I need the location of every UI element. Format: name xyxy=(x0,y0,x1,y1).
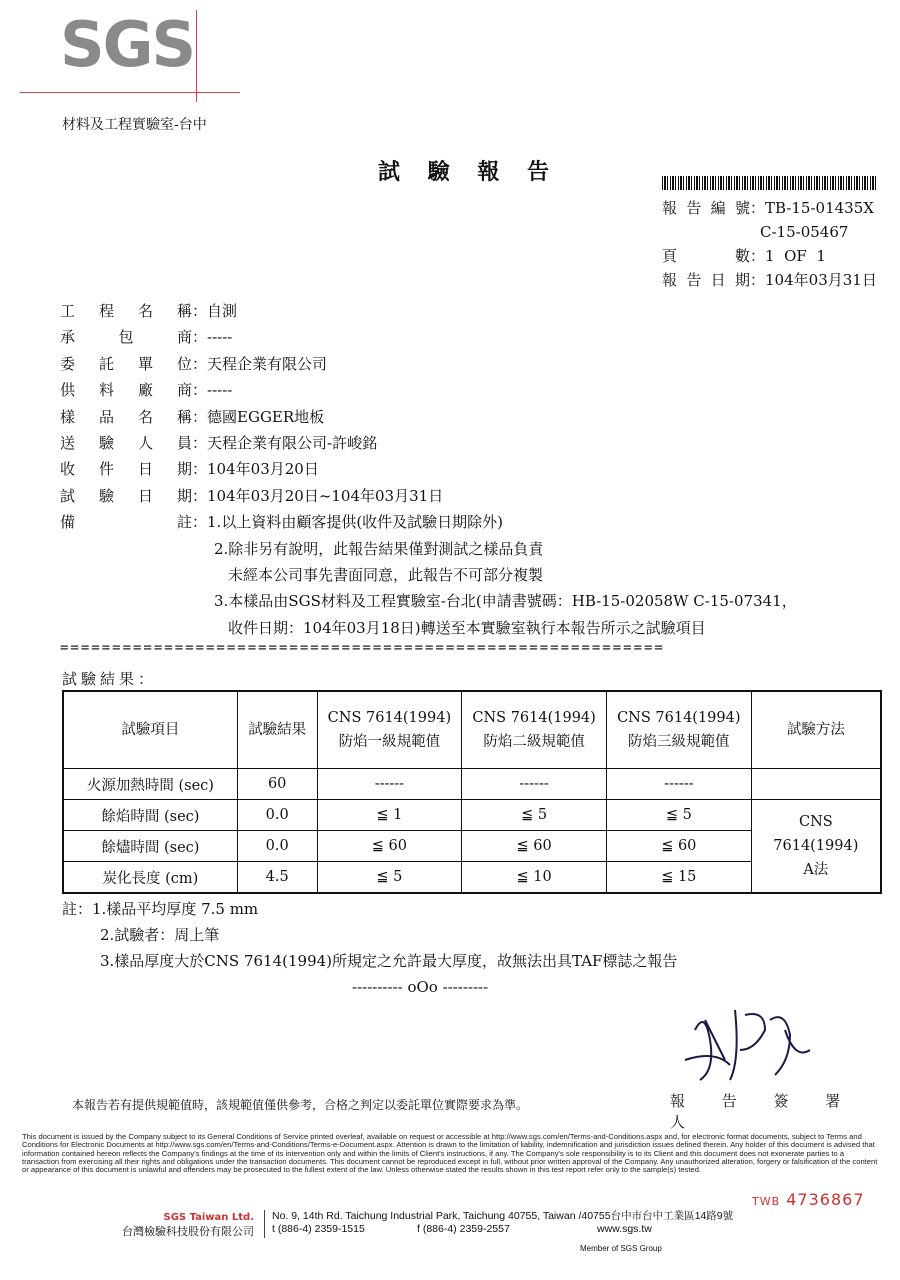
cell-level-1: ------ xyxy=(317,769,462,800)
cell-method: CNS 7614(1994) A法 xyxy=(751,800,881,894)
remarks-line-4: 3.本樣品由SGS材料及工程實驗室-台北(申請書號碼：HB-15-02058W C-15-07341， xyxy=(214,592,797,611)
signatory-label: 報 告 簽 署 人 xyxy=(670,1092,857,1131)
footnote-1: 註：1.樣品平均厚度 7.5 mm xyxy=(62,900,259,918)
lab-name: 材料及工程實驗室-台中 xyxy=(62,117,207,133)
remarks-line-3: 未經本公司事先書面同意，此報告不可部分複製 xyxy=(228,566,544,585)
handwritten-signature xyxy=(675,990,825,1090)
cell-level-3: ------ xyxy=(606,769,751,800)
footer-address: No. 9, 14th Rd. Taichung Industrial Park, Taichung 40755, Taiwan /40755台中市台中工業區14路9號 xyxy=(272,1210,734,1222)
cell-result: 60 xyxy=(237,769,317,800)
footer-company-zh: 台灣檢驗科技股份有限公司 xyxy=(122,1225,254,1238)
footer-contact xyxy=(272,1210,733,1236)
disclaimer-text: 本報告若有提供規範值時，該規範值僅供參考，合格之判定以委託單位實際要求為準。 xyxy=(72,1098,529,1112)
field-client: 委託單位：天程企業有限公司 xyxy=(60,354,328,373)
cell-level-1: ≦ 60 xyxy=(317,831,462,862)
cell-item: 餘焰時間 (sec) xyxy=(63,800,237,831)
remarks-line-1: 備註：1.以上資料由顧客提供(收件及試驗日期除外) xyxy=(60,513,504,532)
header-line: 防焰一級規範值 xyxy=(338,734,441,750)
cell-result: 0.0 xyxy=(237,831,317,862)
report-fields xyxy=(60,298,797,641)
header-level-2 xyxy=(462,691,607,769)
footer-fax: f (886-4) 2359-2557 xyxy=(417,1223,510,1235)
report-meta: 報告編號：TB-15-01435X C-15-05467 頁 數：1 OF 1 報告日期：104年03月31日 xyxy=(662,196,877,292)
cell-method-empty xyxy=(751,769,881,800)
report-no-2: C-15-05467 xyxy=(760,223,849,241)
terms-fine-print: This document is issued by the Company subject to its General Conditions of Service printed overleaf, available on request or accessible at http://www.sgs.com/en/Terms-and-Conditions.aspx and, for electronic format documents, subject to Terms and Conditions for Electronic Documents at http://www.sgs.com/en/Terms-and-Conditions/Terms-e-Document.aspx. Attention is drawn to the limitation of liability, indemnification and jurisdiction issues defined therein. Any holder of this document is advised that information contained hereon reflects the Company's findings at the time of its intervention only and within the limits of Client's instructions, if any. The Company's sole responsibility is to its Client and this document does not exonerate parties to a transaction from exercising all their rights and obligations under the transaction documents. This document cannot be reproduced except in full, without prior written approval of the Company. Any unauthorized alteration, forgery or falsification of the content or appearance of this document is unlawful and offenders may be prosecuted to the fullest extent of the law. Unless otherwise stated the results shown in this test report refer only to the sample(s) tested. xyxy=(22,1132,878,1175)
cell-level-1: ≦ 5 xyxy=(317,862,462,894)
cell-result: 4.5 xyxy=(237,862,317,894)
header-line: 防焰二級規範值 xyxy=(483,734,585,750)
header-level-1 xyxy=(317,691,462,769)
field-test-date: 試驗日期：104年03月20日~104年03月31日 xyxy=(60,486,444,505)
member-of-sgs: Member of SGS Group xyxy=(580,1244,662,1253)
cell-result: 0.0 xyxy=(237,800,317,831)
header-test-result: 試驗結果 xyxy=(237,691,317,769)
header-test-item: 試驗項目 xyxy=(63,691,237,769)
cell-level-3: ≦ 5 xyxy=(606,800,751,831)
cell-level-2: ≦ 10 xyxy=(462,862,607,894)
field-contractor: 承包商：----- xyxy=(60,328,233,347)
cell-level-2: ≦ 5 xyxy=(462,800,607,831)
header-test-method: 試驗方法 xyxy=(751,691,881,769)
report-no-1: TB-15-01435X xyxy=(765,199,874,217)
cell-level-1: ≦ 1 xyxy=(317,800,462,831)
remarks-line-2: 2.除非另有說明，此報告結果僅對測試之樣品負責 xyxy=(214,539,544,558)
field-submitter: 送驗人員：天程企業有限公司-許峻銘 xyxy=(60,434,378,453)
document-title: 試 驗 報 告 xyxy=(378,159,559,185)
barcode xyxy=(662,176,877,190)
footer-web: www.sgs.tw xyxy=(597,1223,652,1235)
cell-item: 火源加熱時間 (sec) xyxy=(63,769,237,800)
header-level-3 xyxy=(606,691,751,769)
cell-item: 炭化長度 (cm) xyxy=(63,862,237,894)
separator-line: ========================================================== xyxy=(60,640,665,656)
date-label: 報告日期 xyxy=(662,271,750,289)
footer-brand: SGS Taiwan Ltd. xyxy=(163,1212,254,1223)
header-line: CNS 7614(1994) xyxy=(617,710,741,726)
footer-divider xyxy=(264,1210,265,1238)
field-supplier: 供料廠商：----- xyxy=(60,381,233,400)
header-line: CNS 7614(1994) xyxy=(327,710,452,726)
results-title: 試驗結果： xyxy=(62,670,158,688)
header-line: 防焰三級規範值 xyxy=(628,734,730,750)
header-line: CNS 7614(1994) xyxy=(472,710,596,726)
logo-rule-vertical xyxy=(196,10,197,102)
footnote-3: 3.樣品厚度大於CNS 7614(1994)所規定之允許最大厚度，故無法出具TAF標誌之報告 xyxy=(100,952,678,970)
cell-level-2: ≦ 60 xyxy=(462,831,607,862)
cell-item: 餘燼時間 (sec) xyxy=(63,831,237,862)
serial-number: TWB 4736867 xyxy=(752,1190,865,1209)
date-value: 104年03月31日 xyxy=(765,271,877,289)
footer-tel: t (886-4) 2359-1515 xyxy=(272,1223,365,1235)
results-table xyxy=(62,690,882,894)
cell-level-3: ≦ 15 xyxy=(606,862,751,894)
logo-rule xyxy=(20,92,240,93)
pages-label: 頁 數 xyxy=(662,247,750,265)
end-mark: ---------- oOo --------- xyxy=(352,978,489,996)
cell-level-2: ------ xyxy=(462,769,607,800)
footnotes xyxy=(62,896,677,1000)
report-no-label: 報告編號 xyxy=(662,199,750,217)
footnote-2: 2.試驗者：周上筆 xyxy=(100,926,220,944)
table-header-row xyxy=(63,691,881,769)
cell-level-3: ≦ 60 xyxy=(606,831,751,862)
remarks-line-5: 收件日期：104年03月18日)轉送至本實驗室執行本報告所示之試驗項目 xyxy=(228,618,706,637)
footer-company xyxy=(104,1212,254,1239)
sgs-logo: SGS xyxy=(60,8,195,81)
field-project-name: 工程名稱：自測 xyxy=(60,302,238,320)
field-received-date: 收件日期：104年03月20日 xyxy=(60,460,319,479)
table-row xyxy=(63,800,881,831)
pages-value: 1 OF 1 xyxy=(765,247,826,265)
field-sample-name: 樣品名稱：德國EGGER地板 xyxy=(60,407,325,426)
table-row xyxy=(63,769,881,800)
